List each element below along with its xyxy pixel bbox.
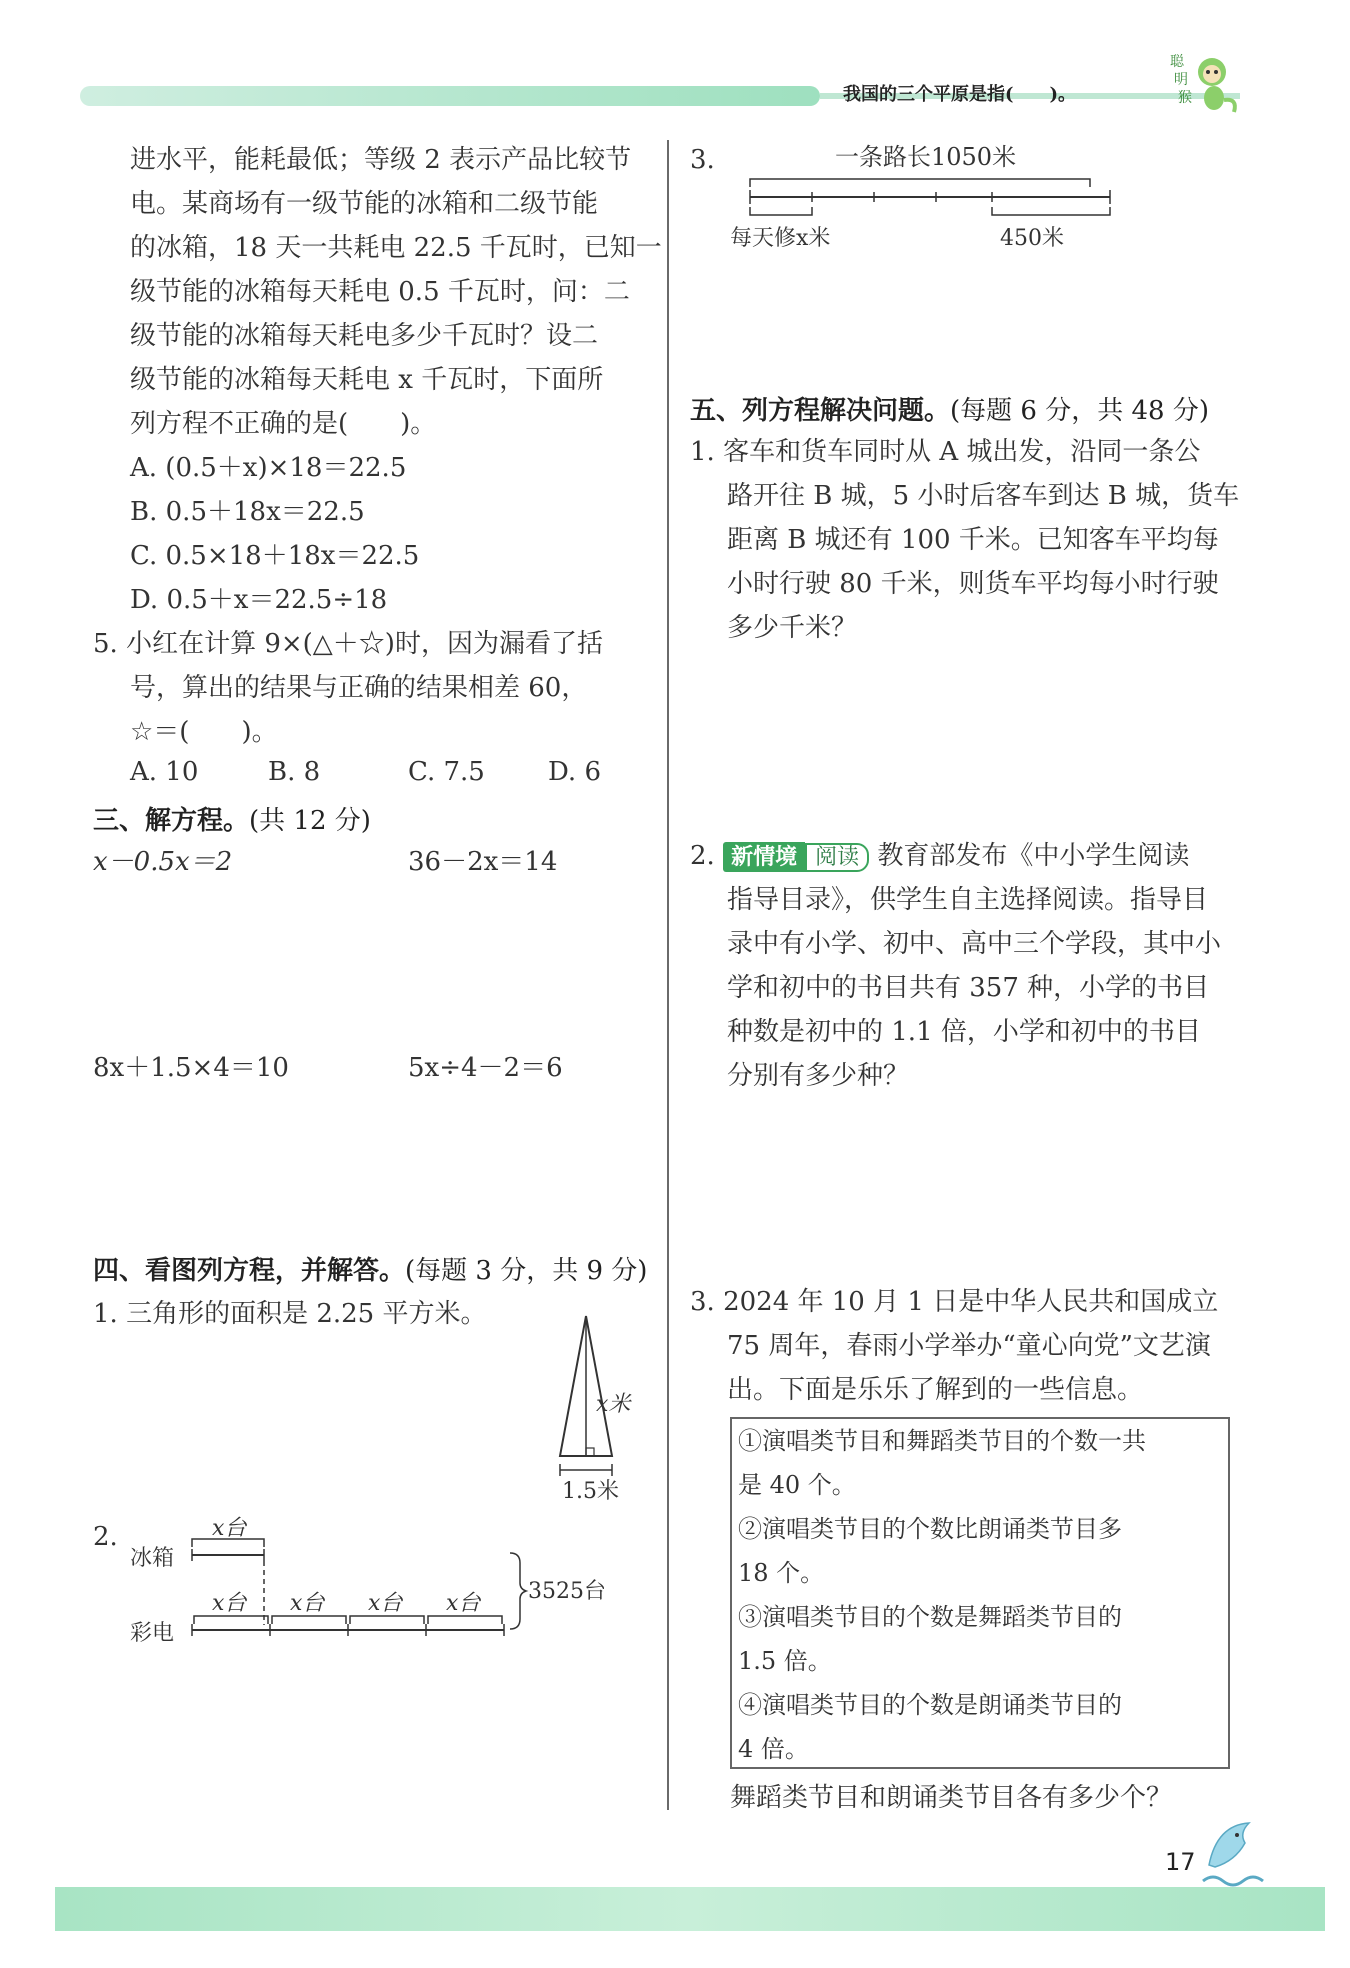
equation-3: 8x＋1.5×4＝10 (93, 1053, 289, 1083)
q4-line: 列方程不正确的是( )。 (130, 409, 437, 439)
section4-heading (93, 1250, 647, 1287)
q4-line: 的冰箱，18 天一共耗电 22.5 千瓦时，已知一 (130, 233, 662, 263)
problem1-line: 1. 客车和货车同时从 A 城出发，沿同一条公 (690, 437, 1201, 467)
tv-label: 彩电 (130, 1621, 175, 1646)
mascot-text-3: 猴 (1178, 90, 1192, 106)
q5-option-b: B. 8 (268, 757, 321, 787)
problem3-line: 3. 2024 年 10 月 1 日是中华人民共和国成立 (690, 1287, 1219, 1317)
problem3-line: 出。下面是乐乐了解到的一些信息。 (727, 1375, 1144, 1405)
section4-q1: 1. 三角形的面积是 2.25 平方米。 (93, 1299, 487, 1329)
monkey-mascot-icon (1168, 50, 1240, 116)
triangle-height-label: x米 (596, 1392, 631, 1417)
road-daily-label: 每天修x米 (730, 226, 831, 251)
tv-unit-label: x台 (212, 1591, 247, 1616)
section4-title: 四、看图列方程，并解答。 (93, 1256, 406, 1286)
q5-line: 5. 小红在计算 9×(△＋☆)时，因为漏看了括 (93, 629, 603, 659)
road-total-bracket (750, 179, 1090, 187)
q4-continuation (130, 138, 662, 622)
section4-score: (每题 3 分，共 9 分) (405, 1256, 648, 1286)
problem2-line: 指导目录》，供学生自主选择阅读。指导目 (727, 885, 1209, 915)
q4-option-d: D. 0.5＋x＝22.5÷18 (130, 585, 388, 615)
q5-option-d: D. 6 (548, 757, 601, 787)
problem2-line: 学和初中的书目共有 357 种，小学的书目 (727, 973, 1210, 1003)
tv-unit-label: x台 (368, 1591, 403, 1616)
q4-line: 级节能的冰箱每天耗电 x 千瓦时，下面所 (130, 365, 604, 395)
section3-score: (共 12 分) (249, 806, 371, 836)
problem1-line: 多少千米？ (727, 613, 858, 643)
page-number: 17 (1165, 1848, 1196, 1876)
equation-4: 5x÷4－2＝6 (408, 1053, 563, 1083)
info-line: 4 倍。 (738, 1735, 809, 1763)
header-band (80, 86, 820, 106)
road-rest-label: 450米 (1000, 226, 1064, 251)
info-line: 是 40 个。 (738, 1471, 856, 1499)
equation-2: 36－2x＝14 (408, 847, 558, 877)
problem-2 (727, 878, 1221, 1098)
q5-line: 号，算出的结果与正确的结果相差 60， (130, 673, 588, 703)
new-context-tag: 新情境 (723, 842, 805, 872)
mascot-text-2: 明 (1174, 72, 1188, 88)
section3-heading (93, 800, 371, 837)
problem-3 (690, 1280, 1218, 1412)
q5-option-c: C. 7.5 (408, 757, 485, 787)
section3-title: 三、解方程。 (93, 806, 250, 836)
section5-score: (每题 6 分，共 48 分) (950, 396, 1209, 426)
section5-title: 五、列方程解决问题。 (690, 396, 951, 426)
q4-option-a: A. (0.5＋x)×18＝22.5 (130, 453, 407, 483)
info-line: ②演唱类节目的个数比朗诵类节目多 (738, 1515, 1122, 1543)
column-divider (667, 140, 669, 1810)
section5-heading (690, 390, 1209, 427)
problem-2-first-line (690, 834, 1189, 880)
total-brace (510, 1553, 526, 1629)
problem3-line: 75 周年，春雨小学举办“童心向党”文艺演 (727, 1331, 1211, 1361)
tv-unit-label: x台 (446, 1591, 481, 1616)
info-line: ④演唱类节目的个数是朗诵类节目的 (738, 1691, 1122, 1719)
problem2-first-text: 教育部发布《中小学生阅读 (877, 841, 1190, 871)
fridge-unit-label: x台 (212, 1516, 247, 1541)
problem1-line: 路开往 B 城，5 小时后客车到达 B 城，货车 (727, 481, 1240, 511)
q5-line: ☆＝( )。 (130, 717, 278, 747)
problem3-question: 舞蹈类节目和朗诵类节目各有多少个？ (730, 1783, 1173, 1813)
mascot-text-1: 聪 (1170, 54, 1184, 70)
triangle-base-label: 1.5米 (562, 1479, 619, 1504)
dolphin-icon (1195, 1815, 1265, 1895)
q4-line: 级节能的冰箱每天耗电 0.5 千瓦时，问：二 (130, 277, 630, 307)
info-line: ①演唱类节目和舞蹈类节目的个数一共 (738, 1427, 1146, 1455)
q5 (93, 622, 603, 754)
info-line: 18 个。 (738, 1559, 825, 1587)
fridge-label: 冰箱 (130, 1546, 175, 1571)
info-line: 1.5 倍。 (738, 1647, 832, 1675)
footer-band (55, 1887, 1325, 1931)
equation-1: x－0.5x＝2 (93, 847, 233, 877)
tv-unit-label: x台 (290, 1591, 325, 1616)
road-question-number: 3. (690, 145, 715, 175)
problem2-line: 分别有多少种？ (727, 1061, 910, 1091)
total-label: 3525台 (528, 1579, 606, 1604)
rest-bracket (992, 207, 1110, 215)
problem2-number: 2. (690, 841, 715, 871)
q4-line: 进水平，能耗最低；等级 2 表示产品比较节 (130, 145, 632, 175)
right-angle-mark (586, 1448, 594, 1456)
tv-brackets (194, 1616, 502, 1624)
triangle-figure (550, 1310, 660, 1510)
problem1-line: 距离 B 城还有 100 千米。已知客车平均每 (727, 525, 1219, 555)
header-question: 我国的三个平原是指( )。 (843, 84, 1077, 105)
q4-option-c: C. 0.5×18＋18x＝22.5 (130, 541, 420, 571)
q4-line: 电。某商场有一级节能的冰箱和二级节能 (130, 189, 599, 219)
problem2-line: 种数是初中的 1.1 倍，小学和初中的书目 (727, 1017, 1201, 1047)
problem-1 (690, 430, 1239, 650)
q4-line: 级节能的冰箱每天耗电多少千瓦时？设二 (130, 321, 599, 351)
q4-option-b: B. 0.5＋18x＝22.5 (130, 497, 365, 527)
problem2-line: 录中有小学、初中、高中三个学段，其中小 (727, 929, 1222, 959)
problem1-line: 小时行驶 80 千米，则货车平均每小时行驶 (727, 569, 1219, 599)
q5-option-a: A. 10 (130, 757, 199, 787)
info-box (730, 1417, 1230, 1769)
reading-tag: 阅读 (805, 843, 869, 872)
road-diagram (730, 135, 1130, 265)
daily-bracket (750, 207, 812, 215)
bar-model-diagram (120, 1505, 640, 1655)
section4-q2-number: 2. (93, 1522, 118, 1552)
road-total-label: 一条路长1050米 (835, 143, 1017, 171)
info-line: ③演唱类节目的个数是舞蹈类节目的 (738, 1603, 1122, 1631)
